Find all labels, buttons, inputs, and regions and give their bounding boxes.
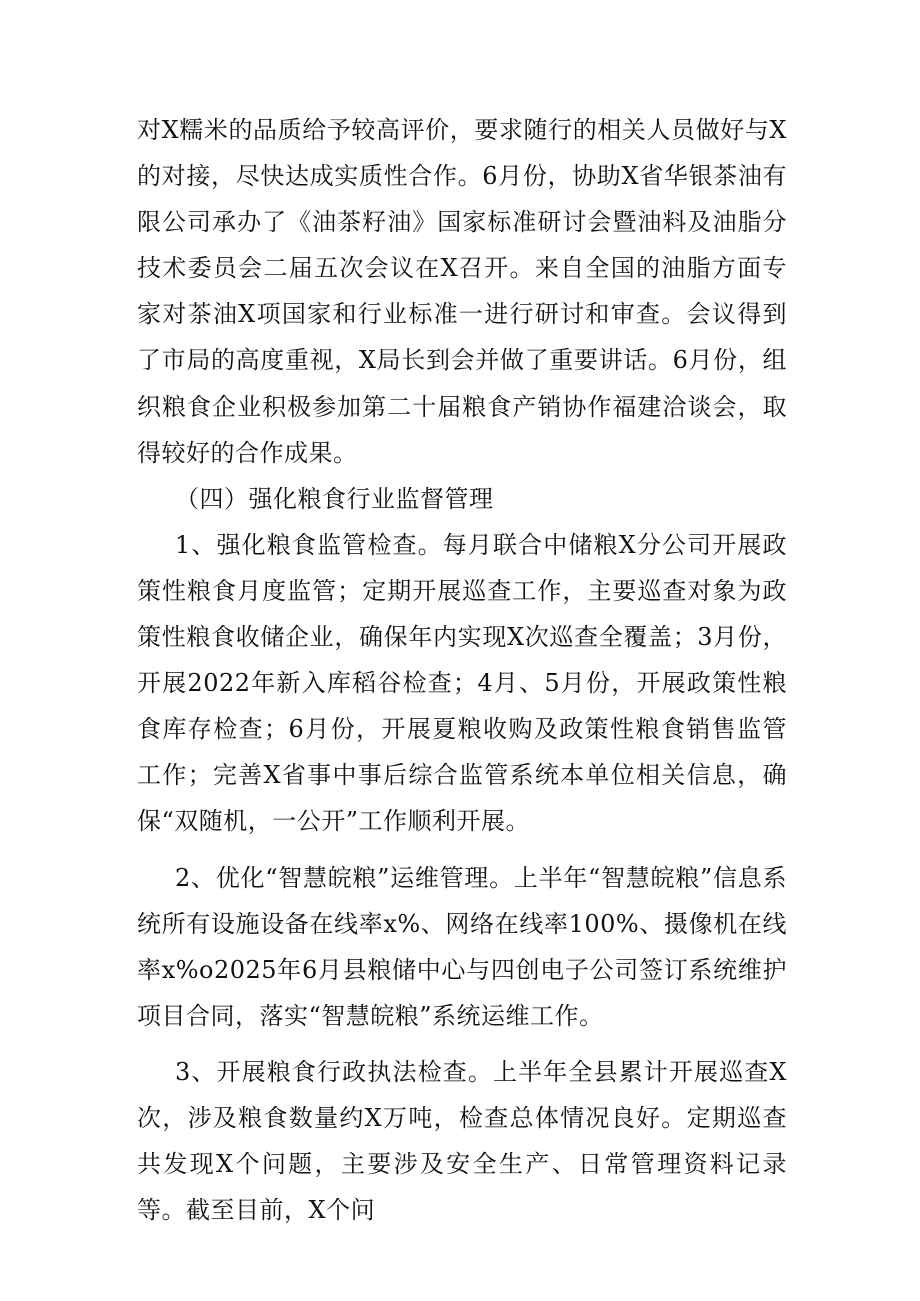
paragraph-intro: 对X糯米的品质给予较高评价，要求随行的相关人员做好与X的对接，尽快达成实质性合作。6月份，协助X省华银茶油有限公司承办了《油茶籽油》国家标准研讨会暨油料及油脂分技术委员会二届五次会议在X召开。来自全国的油脂方面专家对茶油X项国家和行业标准一进行研讨和审查。会议得到了市局的高度重视，X局长到会并做了重要讲话。6月份，组织粮食企业积极参加第二十届粮食产销协作福建洽谈会，取得较好的合作成果。 xyxy=(137,116,787,467)
item-3-paragraph: 3、开展粮食行政执法检查。上半年全县累计开展巡查X次，涉及粮食数量约X万吨，检查总体情况良好。定期巡查共发现X个问题，主要涉及安全生产、日常管理资料记录等。截至目前，X个问 xyxy=(137,1057,787,1225)
document-body xyxy=(137,107,787,1233)
item-2-paragraph: 2、优化“智慧皖粮”运维管理。上半年“智慧皖粮”信息系统所有设施设备在线率x%、网络在线率100%、摄像机在线率x%o2025年6月县粮储中心与四创电子公司签订系统维护项目合同，落实“智慧皖粮”系统运维工作。 xyxy=(137,863,787,1030)
section-heading: （四）强化粮食行业监督管理 xyxy=(175,484,494,513)
item-1-paragraph: 1、强化粮食监管检查。每月联合中储粮X分公司开展政策性粮食月度监管；定期开展巡查工作，主要巡查对象为政策性粮食收储企业，确保年内实现X次巡查全覆盖；3月份，开展2022年新入库稻谷检查；4月、5月份，开展政策性粮食库存检查；6月份，开展夏粮收购及政策性粮食销售监管工作；完善X省事中事后综合监管系统本单位相关信息，确保“双随机，一公开”工作顺利开展。 xyxy=(137,530,787,836)
